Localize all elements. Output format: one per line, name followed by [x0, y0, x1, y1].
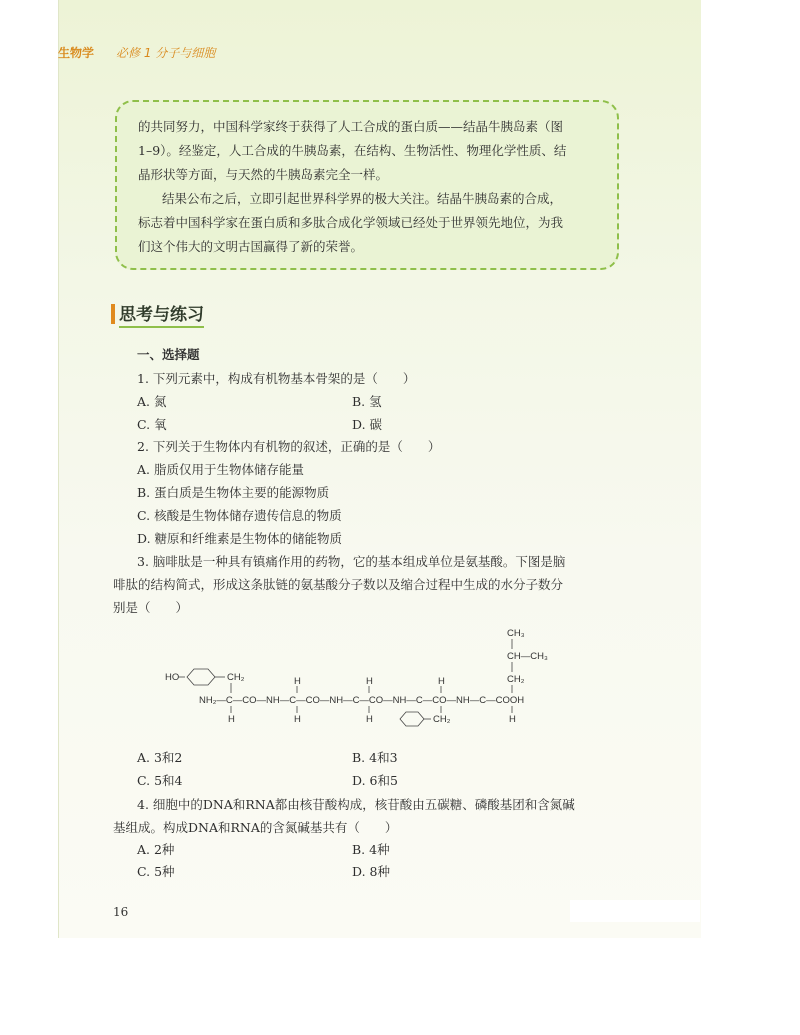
- q2-option-d: D. 糖原和纤维素是生物体的储能物质: [137, 531, 343, 546]
- q2-stem: 2. 下列关于生物体内有机物的叙述，正确的是（ ）: [137, 439, 441, 454]
- chem-h-top-3: H: [366, 676, 373, 687]
- chem-ch-ch3: CH—CH₃: [507, 651, 548, 662]
- enkephalin-structure: [155, 622, 575, 737]
- box-line: 的共同努力，中国科学家终于获得了人工合成的蛋白质——结晶牛胰岛素（图: [138, 119, 564, 134]
- box-line: 晶形状等方面，与天然的牛胰岛素完全一样。: [138, 167, 389, 182]
- q1-option-b: B. 氢: [352, 394, 382, 409]
- box-line: 们这个伟大的文明古国赢得了新的荣誉。: [138, 239, 364, 254]
- q1-option-a: A. 氮: [137, 394, 167, 409]
- volume-label: 必修 1 分子与细胞: [116, 46, 216, 60]
- chem-ch3-top: CH₃: [507, 628, 525, 639]
- chem-backbone: NH₂—C—CO—NH—C—CO—NH—C—CO—NH—C—CO—NH—C—COOH: [199, 695, 525, 706]
- subject-label: 生物学: [58, 46, 95, 60]
- page-number: 16: [113, 905, 129, 919]
- q4-option-c: C. 5种: [137, 864, 175, 879]
- q4-option-d: D. 8种: [352, 864, 390, 879]
- chem-ch2-right: CH₂: [507, 674, 525, 685]
- q2-option-a: A. 脂质仅用于生物体储存能量: [137, 462, 304, 477]
- chem-h-top-4: H: [438, 676, 445, 687]
- q4-stem-line: 基组成。构成DNA和RNA的含氮碱基共有（ ）: [113, 820, 398, 835]
- chem-h-bottom-3: H: [366, 714, 373, 725]
- section-heading: [111, 303, 204, 325]
- chem-h-top-2: H: [294, 676, 301, 687]
- q3-option-b: B. 4和3: [352, 750, 398, 765]
- chem-h-bottom-1: H: [228, 714, 235, 725]
- q3-option-c: C. 5和4: [137, 773, 183, 788]
- box-line: 结果公布之后，立即引起世界科学界的极大关注。结晶牛胰岛素的合成，: [162, 191, 563, 206]
- chem-ch2-left: CH₂: [227, 672, 245, 683]
- q3-stem-line: 啡肽的结构简式，形成这条肽链的氨基酸分子数以及缩合过程中生成的水分子数分: [113, 577, 564, 592]
- chem-benzene-ring-left: [187, 669, 215, 685]
- question-type-title: 一、选择题: [137, 347, 200, 362]
- q3-stem-line: 3. 脑啡肽是一种具有镇痛作用的药物，它的基本组成单位是氨基酸。下图是脑: [137, 554, 566, 569]
- chem-h-bottom-2: H: [294, 714, 301, 725]
- q2-option-c: C. 核酸是生物体储存遗传信息的物质: [137, 508, 342, 523]
- q4-stem-line: 4. 细胞中的DNA和RNA都由核苷酸构成，核苷酸由五碳糖、磷酸基团和含氮碱: [137, 797, 575, 812]
- box-line: 1–9）。经鉴定，人工合成的牛胰岛素，在结构、生物活性、物理化学性质、结: [138, 143, 567, 158]
- chem-ch2-bottom: CH₂: [433, 714, 451, 725]
- q1-option-c: C. 氧: [137, 417, 167, 432]
- running-head: [58, 44, 215, 61]
- q2-option-b: B. 蛋白质是生物体主要的能源物质: [137, 485, 330, 500]
- q1-option-d: D. 碳: [352, 417, 383, 432]
- chem-h-bottom-5: H: [509, 714, 516, 725]
- white-strip: [570, 900, 700, 922]
- q3-option-a: A. 3和2: [137, 750, 183, 765]
- q4-option-b: B. 4种: [352, 842, 390, 857]
- q3-option-d: D. 6和5: [352, 773, 398, 788]
- box-line: 标志着中国科学家在蛋白质和多肽合成化学领域已经处于世界领先地位，为我: [138, 215, 564, 230]
- chem-ho: HO: [165, 672, 180, 683]
- chem-benzene-ring-right: [400, 712, 424, 726]
- q4-option-a: A. 2种: [137, 842, 175, 857]
- heading-bar: [111, 304, 115, 324]
- q3-stem-line: 别是（ ）: [113, 600, 189, 615]
- section-title: 思考与练习: [119, 300, 204, 328]
- q1-stem: 1. 下列元素中，构成有机物基本骨架的是（ ）: [137, 371, 416, 386]
